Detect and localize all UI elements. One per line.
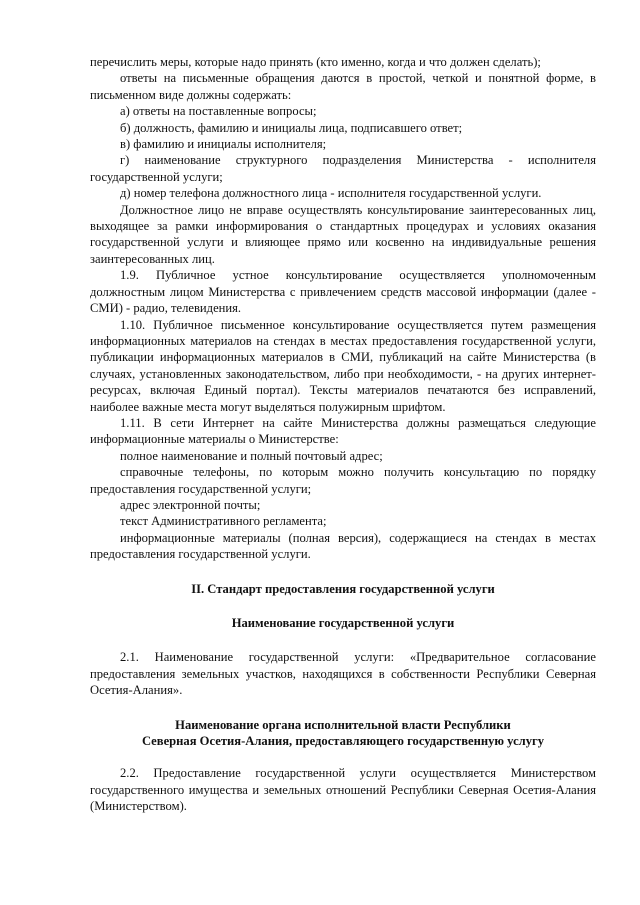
paragraph-1-10: 1.10. Публичное письменное консультирование осуществляется путем размещения информационных материалов на стендах в местах предоставления государственной услуги, публикации информационных материалов в СМИ, публикаций на сайте Министерства (в случаях, установленных законодательством, либо при необходимости, - на других интернет-ресурсах, включая Единый портал). Тексты материалов печатаются без исправлений, наиболее важные места могут выделяться полужирным шрифтом. (90, 317, 596, 414)
list-item-v: в) фамилию и инициалы исполнителя; (120, 137, 327, 152)
paragraph-2-2: 2.2. Предоставление государственной услуги осуществляется Министерством государственного имущества и земельных отношений Республики Северная Осетия-Алания (Министерством). (90, 766, 596, 814)
list-item-phones: справочные телефоны, по которым можно получить консультацию по порядку предоставления государственной услуги; (90, 465, 596, 496)
list-item-regulation-text: текст Административного регламента; (120, 514, 327, 529)
paragraph-measures: перечислить меры, которые надо принять (кто именно, когда и что должен сделать); (90, 55, 541, 69)
paragraph-written-answers: ответы на письменные обращения даются в простой, четкой и понятной форме, в письменном виде должны содержать: (90, 71, 596, 102)
paragraph-2-1: 2.1. Наименование государственной услуги: «Предварительное согласование предоставления земельных участков, находящихся в собственности Республики Северная Осетия-Алания». (90, 650, 596, 698)
subheading-authority-line-2: Северная Осетия-Алания, предоставляющего государственную услугу (141, 734, 545, 749)
document-body (90, 54, 596, 815)
list-item-info-materials: информационные материалы (полная версия), содержащиеся на стендах в местах предоставления государственной услуги. (90, 530, 596, 562)
list-item-b: б) должность, фамилию и инициалы лица, подписавшего ответ; (120, 120, 463, 135)
subheading-service-name: Наименование государственной услуги (231, 616, 455, 630)
list-item-d: д) номер телефона должностного лица - исполнителя государственной услуги. (120, 186, 542, 201)
paragraph-1-9: 1.9. Публичное устное консультирование осуществляется уполномоченным должностным лицом Министерства с привлечением средств массовой информации (далее - СМИ) - радио, телевидения. (90, 268, 596, 316)
list-item-a: а) ответы на поставленные вопросы; (120, 104, 317, 119)
list-item-g: г) наименование структурного подразделения Министерства - исполнителя государственной услуги; (90, 153, 596, 184)
paragraph-1-11: 1.11. В сети Интернет на сайте Министерства должны размещаться следующие информационные материалы о Министерстве: (90, 415, 596, 447)
list-item-address: полное наименование и полный почтовый адрес; (120, 448, 383, 463)
section-title: II. Стандарт предоставления государственной услуги (191, 581, 495, 596)
paragraph-official-restriction: Должностное лицо не вправе осуществлять консультирование заинтересованных лиц, выходящее за рамки информирования о стандартных процедурах и условиях оказания государственной услуги и влияющее прямо или косвенно на индивидуальные решения заинтересованных лиц. (90, 202, 596, 266)
list-item-email: адрес электронной почты; (120, 497, 261, 512)
subheading-authority-line-1: Наименование органа исполнительной власти Республики (175, 717, 511, 732)
